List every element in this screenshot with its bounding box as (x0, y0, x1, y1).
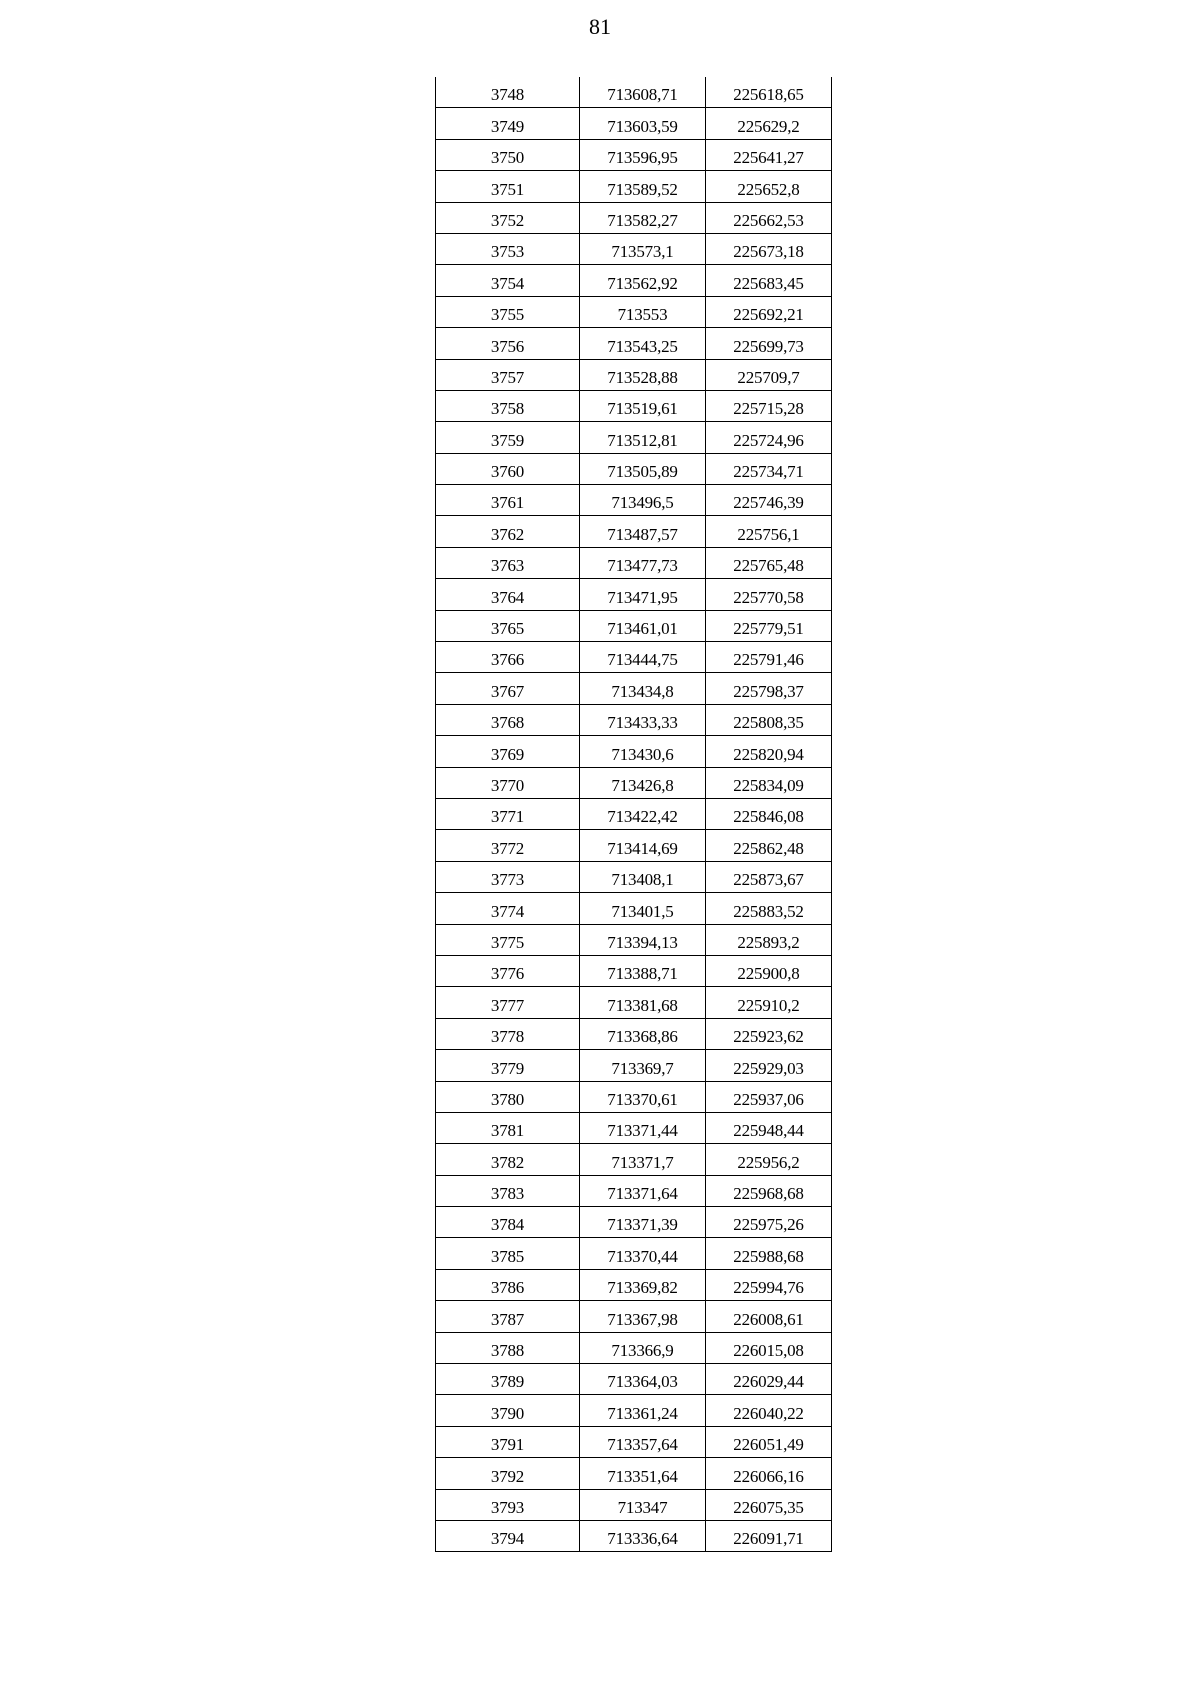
x-coordinate-cell: 713370,61 (580, 1081, 706, 1112)
point-number-cell: 3787 (436, 1301, 580, 1332)
x-coordinate-cell: 713336,64 (580, 1520, 706, 1551)
y-coordinate-cell: 225734,71 (706, 453, 832, 484)
y-coordinate-cell: 225770,58 (706, 579, 832, 610)
y-coordinate-cell: 225765,48 (706, 547, 832, 578)
y-coordinate-cell: 226051,49 (706, 1426, 832, 1457)
table-row (436, 579, 832, 610)
point-number-cell: 3750 (436, 139, 580, 170)
y-coordinate-cell: 226029,44 (706, 1364, 832, 1395)
table-row (436, 139, 832, 170)
x-coordinate-cell: 713433,33 (580, 704, 706, 735)
point-number-cell: 3779 (436, 1050, 580, 1081)
table-row (436, 265, 832, 296)
table-row (436, 924, 832, 955)
y-coordinate-cell: 226075,35 (706, 1489, 832, 1520)
x-coordinate-cell: 713461,01 (580, 610, 706, 641)
point-number-cell: 3780 (436, 1081, 580, 1112)
table-row (436, 1520, 832, 1551)
y-coordinate-cell: 225618,65 (706, 77, 832, 108)
y-coordinate-cell: 225692,21 (706, 296, 832, 327)
x-coordinate-cell: 713414,69 (580, 830, 706, 861)
y-coordinate-cell: 225808,35 (706, 704, 832, 735)
table-row (436, 642, 832, 673)
y-coordinate-cell: 225862,48 (706, 830, 832, 861)
table-row (436, 1332, 832, 1363)
x-coordinate-cell: 713347 (580, 1489, 706, 1520)
point-number-cell: 3757 (436, 359, 580, 390)
table-row (436, 610, 832, 641)
x-coordinate-cell: 713553 (580, 296, 706, 327)
table-row (436, 1301, 832, 1332)
table-row (436, 1175, 832, 1206)
x-coordinate-cell: 713589,52 (580, 171, 706, 202)
table-row (436, 1238, 832, 1269)
table-row (436, 1050, 832, 1081)
y-coordinate-cell: 225900,8 (706, 955, 832, 986)
x-coordinate-cell: 713388,71 (580, 955, 706, 986)
point-number-cell: 3772 (436, 830, 580, 861)
point-number-cell: 3751 (436, 171, 580, 202)
x-coordinate-cell: 713351,64 (580, 1458, 706, 1489)
y-coordinate-cell: 226015,08 (706, 1332, 832, 1363)
point-number-cell: 3761 (436, 485, 580, 516)
x-coordinate-cell: 713422,42 (580, 798, 706, 829)
y-coordinate-cell: 225910,2 (706, 987, 832, 1018)
table-row (436, 1489, 832, 1520)
point-number-cell: 3756 (436, 328, 580, 359)
x-coordinate-cell: 713364,03 (580, 1364, 706, 1395)
table-row (436, 830, 832, 861)
point-number-cell: 3775 (436, 924, 580, 955)
point-number-cell: 3774 (436, 893, 580, 924)
table-row (436, 1207, 832, 1238)
table-row (436, 955, 832, 986)
table-row (436, 296, 832, 327)
x-coordinate-cell: 713519,61 (580, 390, 706, 421)
x-coordinate-cell: 713366,9 (580, 1332, 706, 1363)
y-coordinate-cell: 225791,46 (706, 642, 832, 673)
table-row (436, 1018, 832, 1049)
table-row (436, 233, 832, 264)
table-row (436, 108, 832, 139)
x-coordinate-cell: 713477,73 (580, 547, 706, 578)
y-coordinate-cell: 226091,71 (706, 1520, 832, 1551)
y-coordinate-cell: 225746,39 (706, 485, 832, 516)
table-row (436, 767, 832, 798)
point-number-cell: 3764 (436, 579, 580, 610)
y-coordinate-cell: 225756,1 (706, 516, 832, 547)
y-coordinate-cell: 225883,52 (706, 893, 832, 924)
y-coordinate-cell: 225968,68 (706, 1175, 832, 1206)
point-number-cell: 3788 (436, 1332, 580, 1363)
x-coordinate-cell: 713371,7 (580, 1144, 706, 1175)
x-coordinate-cell: 713608,71 (580, 77, 706, 108)
y-coordinate-cell: 225929,03 (706, 1050, 832, 1081)
x-coordinate-cell: 713426,8 (580, 767, 706, 798)
point-number-cell: 3765 (436, 610, 580, 641)
x-coordinate-cell: 713361,24 (580, 1395, 706, 1426)
point-number-cell: 3781 (436, 1112, 580, 1143)
y-coordinate-cell: 225988,68 (706, 1238, 832, 1269)
table-row (436, 1269, 832, 1300)
table-row (436, 1395, 832, 1426)
y-coordinate-cell: 225834,09 (706, 767, 832, 798)
y-coordinate-cell: 225641,27 (706, 139, 832, 170)
y-coordinate-cell: 225948,44 (706, 1112, 832, 1143)
table-row (436, 798, 832, 829)
table-row (436, 390, 832, 421)
point-number-cell: 3762 (436, 516, 580, 547)
x-coordinate-cell: 713357,64 (580, 1426, 706, 1457)
table-row (436, 77, 832, 108)
y-coordinate-cell: 225699,73 (706, 328, 832, 359)
x-coordinate-cell: 713371,39 (580, 1207, 706, 1238)
table-row (436, 893, 832, 924)
point-number-cell: 3759 (436, 422, 580, 453)
table-row (436, 987, 832, 1018)
y-coordinate-cell: 225846,08 (706, 798, 832, 829)
x-coordinate-cell: 713371,44 (580, 1112, 706, 1143)
y-coordinate-cell: 226040,22 (706, 1395, 832, 1426)
y-coordinate-cell: 226066,16 (706, 1458, 832, 1489)
x-coordinate-cell: 713528,88 (580, 359, 706, 390)
table-row (436, 861, 832, 892)
point-number-cell: 3783 (436, 1175, 580, 1206)
x-coordinate-cell: 713496,5 (580, 485, 706, 516)
point-number-cell: 3754 (436, 265, 580, 296)
point-number-cell: 3763 (436, 547, 580, 578)
point-number-cell: 3793 (436, 1489, 580, 1520)
point-number-cell: 3769 (436, 736, 580, 767)
y-coordinate-cell: 225629,2 (706, 108, 832, 139)
y-coordinate-cell: 225937,06 (706, 1081, 832, 1112)
table-row (436, 1364, 832, 1395)
table-row (436, 171, 832, 202)
coordinates-table-body (436, 77, 832, 1552)
y-coordinate-cell: 225724,96 (706, 422, 832, 453)
y-coordinate-cell: 225956,2 (706, 1144, 832, 1175)
point-number-cell: 3767 (436, 673, 580, 704)
x-coordinate-cell: 713369,7 (580, 1050, 706, 1081)
point-number-cell: 3755 (436, 296, 580, 327)
y-coordinate-cell: 225662,53 (706, 202, 832, 233)
point-number-cell: 3770 (436, 767, 580, 798)
x-coordinate-cell: 713371,64 (580, 1175, 706, 1206)
point-number-cell: 3784 (436, 1207, 580, 1238)
table-row (436, 1081, 832, 1112)
y-coordinate-cell: 225975,26 (706, 1207, 832, 1238)
y-coordinate-cell: 225923,62 (706, 1018, 832, 1049)
table-row (436, 516, 832, 547)
point-number-cell: 3790 (436, 1395, 580, 1426)
x-coordinate-cell: 713562,92 (580, 265, 706, 296)
table-row (436, 1112, 832, 1143)
table-row (436, 359, 832, 390)
point-number-cell: 3758 (436, 390, 580, 421)
x-coordinate-cell: 713512,81 (580, 422, 706, 453)
table-row (436, 328, 832, 359)
point-number-cell: 3789 (436, 1364, 580, 1395)
point-number-cell: 3791 (436, 1426, 580, 1457)
y-coordinate-cell: 225893,2 (706, 924, 832, 955)
point-number-cell: 3785 (436, 1238, 580, 1269)
x-coordinate-cell: 713596,95 (580, 139, 706, 170)
point-number-cell: 3748 (436, 77, 580, 108)
point-number-cell: 3792 (436, 1458, 580, 1489)
y-coordinate-cell: 225652,8 (706, 171, 832, 202)
x-coordinate-cell: 713381,68 (580, 987, 706, 1018)
x-coordinate-cell: 713543,25 (580, 328, 706, 359)
y-coordinate-cell: 226008,61 (706, 1301, 832, 1332)
y-coordinate-cell: 225873,67 (706, 861, 832, 892)
y-coordinate-cell: 225779,51 (706, 610, 832, 641)
x-coordinate-cell: 713573,1 (580, 233, 706, 264)
point-number-cell: 3749 (436, 108, 580, 139)
table-row (436, 736, 832, 767)
y-coordinate-cell: 225798,37 (706, 673, 832, 704)
x-coordinate-cell: 713408,1 (580, 861, 706, 892)
table-row (436, 202, 832, 233)
table-row (436, 1426, 832, 1457)
x-coordinate-cell: 713369,82 (580, 1269, 706, 1300)
x-coordinate-cell: 713434,8 (580, 673, 706, 704)
table-row (436, 547, 832, 578)
point-number-cell: 3753 (436, 233, 580, 264)
page-number: 81 (589, 14, 611, 39)
table-row (436, 453, 832, 484)
x-coordinate-cell: 713370,44 (580, 1238, 706, 1269)
x-coordinate-cell: 713444,75 (580, 642, 706, 673)
table-row (436, 1458, 832, 1489)
table-row (436, 704, 832, 735)
point-number-cell: 3752 (436, 202, 580, 233)
point-number-cell: 3771 (436, 798, 580, 829)
y-coordinate-cell: 225709,7 (706, 359, 832, 390)
y-coordinate-cell: 225673,18 (706, 233, 832, 264)
x-coordinate-cell: 713487,57 (580, 516, 706, 547)
x-coordinate-cell: 713367,98 (580, 1301, 706, 1332)
table-row (436, 422, 832, 453)
y-coordinate-cell: 225683,45 (706, 265, 832, 296)
table-row (436, 485, 832, 516)
x-coordinate-cell: 713368,86 (580, 1018, 706, 1049)
point-number-cell: 3766 (436, 642, 580, 673)
point-number-cell: 3777 (436, 987, 580, 1018)
point-number-cell: 3782 (436, 1144, 580, 1175)
x-coordinate-cell: 713505,89 (580, 453, 706, 484)
point-number-cell: 3794 (436, 1520, 580, 1551)
point-number-cell: 3778 (436, 1018, 580, 1049)
x-coordinate-cell: 713582,27 (580, 202, 706, 233)
x-coordinate-cell: 713401,5 (580, 893, 706, 924)
x-coordinate-cell: 713394,13 (580, 924, 706, 955)
y-coordinate-cell: 225820,94 (706, 736, 832, 767)
point-number-cell: 3773 (436, 861, 580, 892)
point-number-cell: 3760 (436, 453, 580, 484)
table-row (436, 673, 832, 704)
x-coordinate-cell: 713471,95 (580, 579, 706, 610)
x-coordinate-cell: 713430,6 (580, 736, 706, 767)
point-number-cell: 3768 (436, 704, 580, 735)
table-row (436, 1144, 832, 1175)
point-number-cell: 3786 (436, 1269, 580, 1300)
point-number-cell: 3776 (436, 955, 580, 986)
coordinates-table (435, 77, 832, 1552)
x-coordinate-cell: 713603,59 (580, 108, 706, 139)
y-coordinate-cell: 225715,28 (706, 390, 832, 421)
y-coordinate-cell: 225994,76 (706, 1269, 832, 1300)
